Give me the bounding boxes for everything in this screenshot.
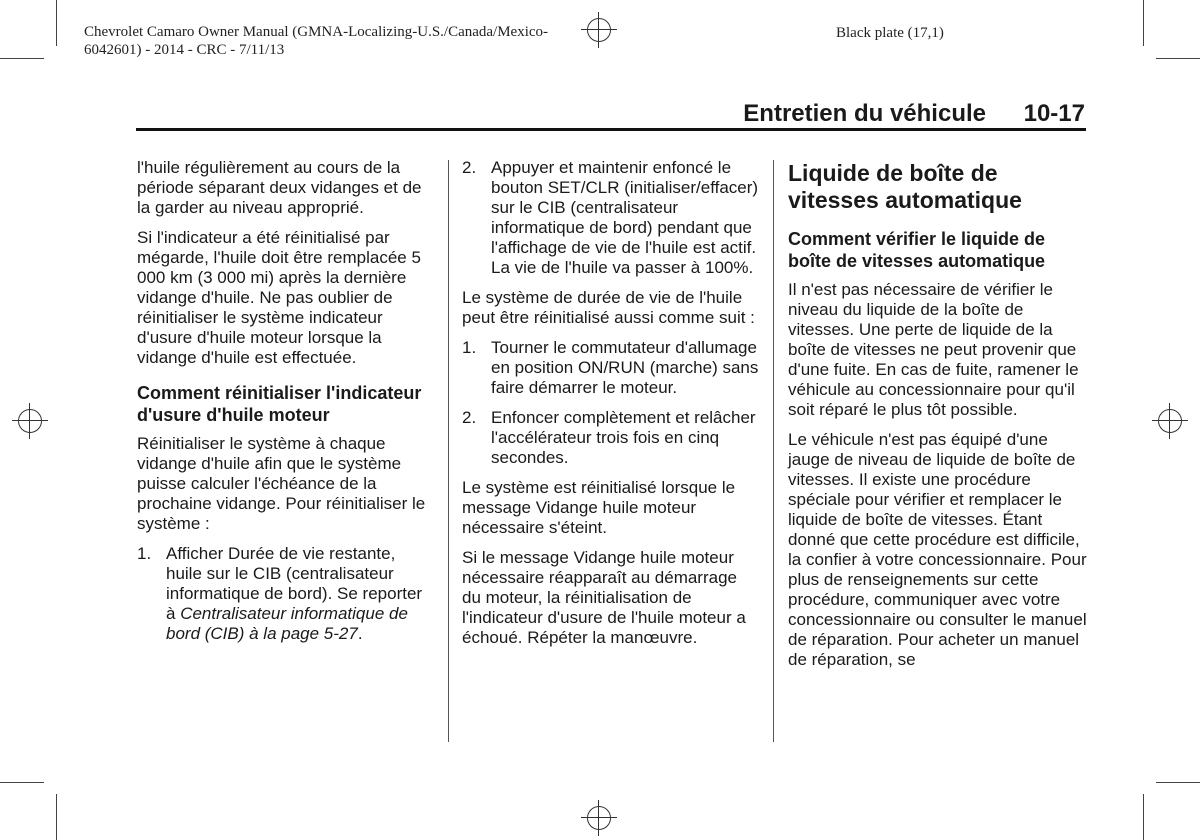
section-heading: Liquide de boîte de vitesses automatique [788,160,1022,213]
print-meta-left-line2: 6042601) - 2014 - CRC - 7/11/13 [84,42,285,58]
list-text: Tourner le commutateur d'allumage en position ON/RUN (marche) sans faire démarrer le moteur. [491,338,759,397]
registration-mark-icon [1152,403,1188,439]
list-text: Appuyer et maintenir enfoncé le bouton SET/CLR (initialiser/effacer) sur le CIB (centralisateur informatique de bord) pendant que l'affichage de vie de l'huile est actif. La vie de l'huile va passer à 100%. [491,158,759,277]
print-meta-left-line1: Chevrolet Camaro Owner Manual (GMNA-Localizing-U.S./Canada/Mexico- [84,24,549,40]
crop-mark [56,0,57,46]
page-number: 10-17 [1023,100,1085,127]
registration-mark-icon [581,12,617,48]
list-number: 2. [462,408,477,427]
crop-mark [1156,58,1200,59]
list-number: 1. [137,544,152,563]
paragraph: Si le message Vidange huile moteur nécessaire réapparaît au démarrage du moteur, la réinitialisation de l'indicateur d'usure de l'huile moteur a échoué. Répéter la manœuvre. [462,548,746,647]
list-text-body: Afficher Durée de vie restante, huile sur le CIB (centralisateur informatique de bord). Se reporter à [166,544,423,623]
list-number: 2. [462,158,477,177]
column-divider [448,160,449,742]
print-meta-right: Black plate (17,1) [836,25,944,41]
list-text-end: . [357,624,363,643]
crop-mark [56,794,57,840]
column-divider [773,160,774,742]
paragraph: Réinitialiser le système à chaque vidange d'huile afin que le système puisse calculer l'échéance de la prochaine vidange. Pour réinitialiser le système : [137,434,426,533]
subsection-heading: Comment vérifier le liquide de boîte de vitesses automatique [788,229,1046,271]
list-text: Enfoncer complètement et relâcher l'accélérateur trois fois en cinq secondes. [491,408,756,467]
header-rule [136,128,1086,131]
cross-reference-link[interactable]: Centralisateur informatique de bord (CIB) à la page 5-27 [166,604,408,643]
list-item [462,408,760,468]
list-item [462,338,760,398]
subsection-heading: Comment réinitialiser l'indicateur d'usure d'huile moteur [137,383,422,425]
paragraph: Le système de durée de vie de l'huile peut être réinitialisé aussi comme suit : [462,288,755,327]
paragraph: l'huile régulièrement au cours de la période séparant deux vidanges et de la garder au niveau approprié. [137,158,422,217]
list-item [137,544,433,644]
column-3 [788,158,1088,680]
list-number: 1. [462,338,477,357]
crop-mark [1143,0,1144,46]
column-2 [462,158,760,658]
paragraph: Le véhicule n'est pas équipé d'une jauge de niveau de liquide de boîte de vitesses. Il existe une procédure spéciale pour vérifier et remplacer le liquide de boîte de vitesses. Étant donné que cette procédure est difficile, la confier à votre concessionnaire. Pour plus de renseignements sur cette procédure, communiquer avec votre concessionnaire ou consulter le manuel de réparation. Pour acheter un manuel de réparation, se [788,430,1087,669]
crop-mark [0,58,44,59]
column-1 [137,158,433,654]
crop-mark [0,782,44,783]
paragraph: Il n'est pas nécessaire de vérifier le niveau du liquide de la boîte de vitesses. Une perte de liquide de la boîte de vitesses ne peut provenir que d'une fuite. En cas de fuite, ramener le véhicule au concessionnaire pour qu'il soit réparé le plus tôt possible. [788,280,1079,419]
list-item [462,158,760,278]
crop-mark [1143,794,1144,840]
paragraph: Si l'indicateur a été réinitialisé par mégarde, l'huile doit être remplacée 5 000 km (3 000 mi) après la dernière vidange d'huile. Ne pas oublier de réinitialiser le système indicateur d'usure d'huile moteur lorsque la vidange d'huile est effectuée. [137,228,421,367]
paragraph: Le système est réinitialisé lorsque le message Vidange huile moteur nécessaire s'éteint. [462,478,736,537]
crop-mark [1156,782,1200,783]
registration-mark-icon [12,403,48,439]
registration-mark-icon [581,800,617,836]
section-title: Entretien du véhicule [743,100,986,127]
list-text [166,544,433,644]
